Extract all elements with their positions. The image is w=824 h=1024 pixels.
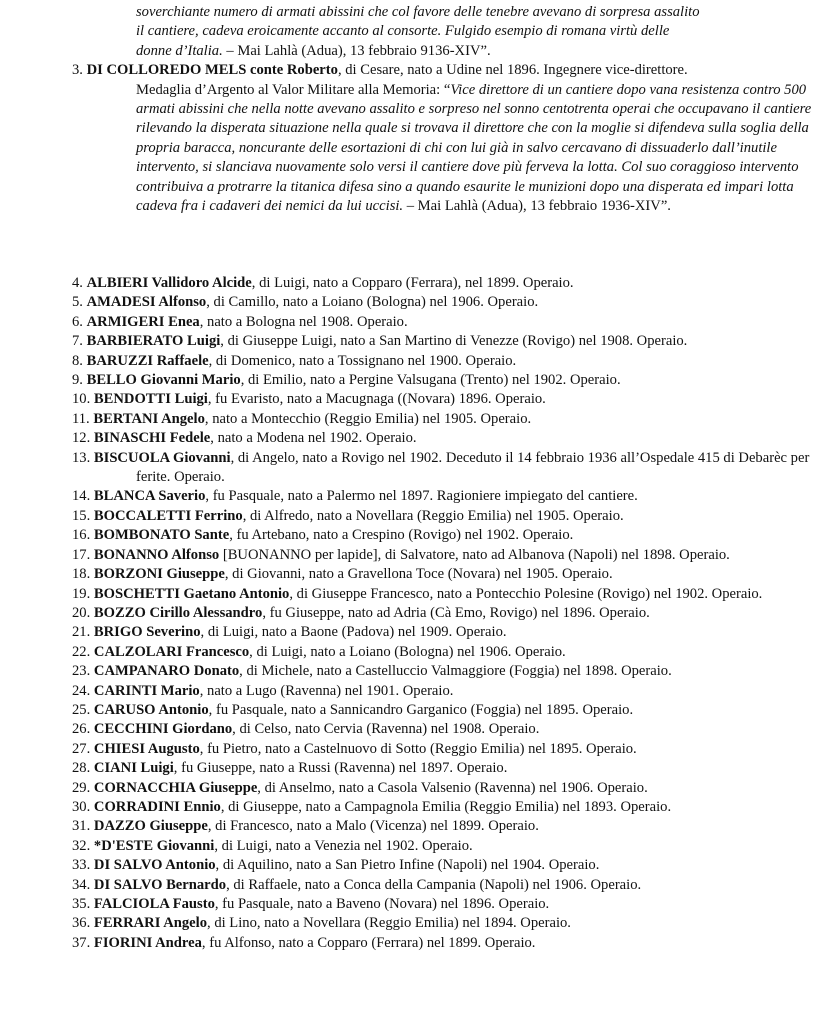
entry-number: 28. [72, 760, 91, 777]
entry-name: CALZOLARI Francesco [93, 643, 250, 660]
entry-number: 24. [72, 682, 91, 699]
entry-details: , di Luigi, nato a Copparo (Ferrara), nel 1899. Operaio. [251, 275, 574, 291]
list-item [72, 701, 812, 720]
list-item [72, 546, 812, 565]
entry-name: DI COLLOREDO MELS conte Roberto [86, 62, 338, 79]
entry-number: 18. [72, 566, 91, 583]
entry-number: 8. [72, 352, 83, 369]
entry-details: , di Luigi, nato a Venezia nel 1902. Operaio. [214, 837, 473, 854]
entry-details: , di Celso, nato Cervia (Ravenna) nel 1908. Operaio. [232, 721, 540, 738]
entry-number: 23. [72, 663, 91, 680]
list-item [72, 585, 812, 604]
entry-number: 6. [72, 313, 83, 330]
entry-details: , nato a Lugo (Ravenna) nel 1901. Operaio. [199, 682, 454, 699]
entry-number: 11. [72, 410, 90, 427]
entry-details: , di Emilio, nato a Pergine Valsugana (Trento) nel 1902. Operaio. [240, 372, 621, 389]
list-item [72, 313, 812, 332]
list-item [72, 779, 812, 798]
entry-number: 15. [72, 507, 91, 524]
list-item [72, 817, 812, 836]
entry-name: BRIGO Severino [93, 624, 201, 641]
entry-name: FIORINI Andrea [93, 934, 202, 951]
entry-details: [BUONANNO per lapide], di Salvatore, nato ad Albanova (Napoli) nel 1898. Operaio. [219, 546, 730, 563]
entry-number: 9. [72, 372, 83, 389]
entry-name: CORNACCHIA Giuseppe [93, 779, 258, 796]
list-item [72, 604, 812, 623]
list-item [72, 332, 812, 351]
entry-name: BONANNO Alfonso [93, 546, 220, 563]
list-item [72, 487, 812, 506]
entry-name: BARUZZI Raffaele [86, 352, 209, 369]
entry-details: , di Alfredo, nato a Novellara (Reggio Emilia) nel 1905. Operaio. [242, 507, 624, 524]
entry-name: ALBIERI Vallidoro Alcide [86, 275, 252, 291]
entry-number: 32. [72, 837, 91, 854]
list-item [72, 662, 812, 681]
entry-citation-tail: – Mai Lahlà (Adua), 13 febbraio 1936-XIV”. [403, 198, 671, 215]
entry-details: , di Giovanni, nato a Gravellona Toce (Novara) nel 1905. Operaio. [224, 566, 613, 583]
entry-details: , di Aquilino, nato a San Pietro Infine (Napoli) nel 1904. Operaio. [215, 857, 600, 874]
list-item [72, 856, 812, 875]
entry-details: , di Raffaele, nato a Conca della Campania (Napoli) nel 1906. Operaio. [226, 876, 642, 893]
list-item [72, 526, 812, 545]
entry-name: ARMIGERI Enea [86, 313, 200, 330]
entry-name: CAMPANARO Donato [93, 663, 240, 680]
list-item [72, 565, 812, 584]
entry-name: DI SALVO Antonio [93, 857, 216, 874]
list-item [72, 390, 812, 409]
entry-name: BINASCHI Fedele [93, 430, 211, 447]
entry-number: 35. [72, 896, 91, 912]
list-item [72, 293, 812, 312]
entry-details: , di Francesco, nato a Malo (Vicenza) nel 1899. Operaio. [207, 818, 539, 835]
list-item [72, 895, 812, 914]
list-item [72, 410, 812, 429]
list-item [72, 274, 812, 293]
list-item [72, 352, 812, 371]
entry-number: 13. [72, 449, 91, 466]
entry-number: 5. [72, 294, 83, 311]
entry-name: BELLO Giovanni Mario [86, 372, 241, 389]
entry-number: 26. [72, 721, 91, 738]
entry-details: , di Camillo, nato a Loiano (Bologna) nel 1906. Operaio. [206, 294, 539, 311]
continuation-line-3: donne d’Italia. [136, 42, 223, 59]
entry-details: , nato a Montecchio (Reggio Emilia) nel 1905. Operaio. [204, 410, 532, 427]
entry-name: DAZZO Giuseppe [93, 818, 208, 835]
entry-number: 3. [72, 62, 83, 79]
entry-details: , di Luigi, nato a Loiano (Bologna) nel 1906. Operaio. [249, 643, 566, 660]
list-item [72, 934, 812, 953]
entry-details: , nato a Modena nel 1902. Operaio. [210, 430, 417, 447]
continuation-line-1: soverchiante numero di armati abissini che col favore delle tenebre avevano di sorpresa assalito [136, 4, 700, 20]
entry-name: BENDOTTI Luigi [93, 391, 208, 408]
entry-citation: Vice direttore di un cantiere dopo vana resistenza contro 500 armati abissini che nella notte avevano assalito e sorpreso nel sonno centotrenta operai che occupavano il cantiere rilevando la disperata situazione nella quale si trovava il direttore che con la moglie si difendeva sulla soglia della propria baracca, noncurante delle esortazioni di chi con lui già in salvo cercavano di dissuaderlo dall’inutile intervento, si slanciava nuovamente solo versi il cantiere dove più ferveva la lotta. Col suo coraggioso intervento contribuiva a protrarre la titanica difesa sino a quando esaurite le munizioni dopo una disperata ed impari lotta cadeva fra i cadaveri dei nemici da lui uccisi. [136, 81, 812, 215]
entry-details: , nato a Bologna nel 1908. Operaio. [199, 313, 408, 330]
continuation-tail: – Mai Lahlà (Adua), 13 febbraio 9136-XIV”. [222, 42, 491, 59]
list-item [72, 837, 812, 856]
entry-number: 4. [72, 275, 83, 291]
entry-name: BOMBONATO Sante [93, 527, 230, 544]
entry-3 [72, 61, 812, 216]
list-item [72, 914, 812, 933]
entry-medal: Medaglia d’Argento al Valor Militare alla Memoria: “ [136, 81, 451, 98]
list-item [72, 643, 812, 662]
entry-details: , di Anselmo, nato a Casola Valsenio (Ravenna) nel 1906. Operaio. [257, 779, 648, 796]
list-item [72, 682, 812, 701]
entry-number: 33. [72, 857, 91, 874]
entry-number: 22. [72, 643, 91, 660]
entry-details: , di Giuseppe, nato a Campagnola Emilia (Reggio Emilia) nel 1893. Operaio. [220, 798, 672, 815]
entry-details: , fu Giuseppe, nato ad Adria (Cà Emo, Rovigo) nel 1896. Operaio. [262, 604, 650, 621]
entry-list [72, 274, 812, 953]
entry-number: 34. [72, 876, 91, 893]
entry-details: , fu Pasquale, nato a Palermo nel 1897. Ragioniere impiegato del cantiere. [205, 488, 638, 505]
entry-details: , di Domenico, nato a Tossignano nel 1900. Operaio. [208, 352, 517, 369]
entry-details: , di Lino, nato a Novellara (Reggio Emilia) nel 1894. Operaio. [207, 915, 571, 932]
intro-block [72, 3, 812, 216]
entry-name: BARBIERATO Luigi [86, 333, 221, 350]
entry-details: , fu Evaristo, nato a Macugnaga ((Novara) 1896. Operaio. [207, 391, 546, 408]
entry-number: 37. [72, 934, 91, 951]
entry-name: CECCHINI Giordano [93, 721, 233, 738]
entry-details: , fu Giuseppe, nato a Russi (Ravenna) nel 1897. Operaio. [173, 760, 508, 777]
list-item [72, 876, 812, 895]
entry-details: , di Angelo, nato a Rovigo nel 1902. Deceduto il 14 febbraio 1936 all’Ospedale 415 di Debarèc per ferite. Operaio. [136, 449, 810, 486]
entry-name: BOCCALETTI Ferrino [93, 507, 243, 524]
entry-details: , fu Alfonso, nato a Copparo (Ferrara) nel 1899. Operaio. [201, 934, 536, 951]
entry-name: BERTANI Angelo [93, 410, 205, 427]
entry-number: 21. [72, 624, 91, 641]
list-item [72, 371, 812, 390]
entry-number: 36. [72, 915, 91, 932]
entry-number: 20. [72, 604, 91, 621]
entry-name: BORZONI Giuseppe [93, 566, 225, 583]
list-item [72, 798, 812, 817]
entry-details: , di Michele, nato a Castelluccio Valmaggiore (Foggia) nel 1898. Operaio. [239, 663, 672, 680]
entry-number: 29. [72, 779, 91, 796]
entry-name: FALCIOLA Fausto [93, 896, 215, 912]
entry-name: AMADESI Alfonso [86, 294, 207, 311]
entry-details: , fu Pasquale, nato a Sannicandro Garganico (Foggia) nel 1895. Operaio. [208, 701, 634, 718]
entry-number: 12. [72, 430, 91, 447]
entry-details: , fu Pasquale, nato a Baveno (Novara) nel 1896. Operaio. [214, 896, 550, 912]
entry-name: BOSCHETTI Gaetano Antonio [93, 585, 290, 602]
entry-number: 16. [72, 527, 91, 544]
list-item [72, 449, 812, 488]
entry-name: CORRADINI Ennio [93, 798, 221, 815]
entry-name: BISCUOLA Giovanni [93, 449, 231, 466]
entry-details: , di Cesare, nato a Udine nel 1896. Ingegnere vice-direttore. [337, 62, 688, 79]
list-item [72, 623, 812, 642]
entry-name: CARUSO Antonio [93, 701, 209, 718]
entry-name: *D'ESTE Giovanni [93, 837, 215, 854]
entry-number: 25. [72, 701, 91, 718]
entry-number: 19. [72, 585, 91, 602]
entry-number: 7. [72, 333, 83, 350]
entry-number: 14. [72, 488, 91, 505]
entry-number: 31. [72, 818, 91, 835]
continuation-line-2: il cantiere, cadeva eroicamente accanto al consorte. Fulgido esempio di romana virtù delle [136, 23, 670, 40]
list-item [72, 429, 812, 448]
entry-2-continuation [72, 3, 812, 61]
entry-details: , fu Artebano, nato a Crespino (Rovigo) nel 1902. Operaio. [229, 527, 574, 544]
entry-details: , di Luigi, nato a Baone (Padova) nel 1909. Operaio. [200, 624, 507, 641]
list-item [72, 740, 812, 759]
entry-details: , di Giuseppe Francesco, nato a Pontecchio Polesine (Rovigo) nel 1902. Operaio. [289, 585, 763, 602]
entry-name: CARINTI Mario [93, 682, 200, 699]
list-item [72, 507, 812, 526]
entry-number: 10. [72, 391, 91, 408]
entry-name: BOZZO Cirillo Alessandro [93, 604, 263, 621]
entry-details: , fu Pietro, nato a Castelnuovo di Sotto (Reggio Emilia) nel 1895. Operaio. [199, 740, 637, 757]
entry-number: 17. [72, 546, 91, 563]
list-item [72, 759, 812, 778]
entry-details: , di Giuseppe Luigi, nato a San Martino di Venezze (Rovigo) nel 1908. Operaio. [220, 333, 688, 350]
entry-name: CIANI Luigi [93, 760, 174, 777]
list-item [72, 720, 812, 739]
entry-number: 30. [72, 798, 91, 815]
entry-name: FERRARI Angelo [93, 915, 208, 932]
entry-name: DI SALVO Bernardo [93, 876, 227, 893]
entry-number: 27. [72, 740, 91, 757]
entry-name: CHIESI Augusto [93, 740, 200, 757]
entry-name: BLANCA Saverio [93, 488, 206, 505]
